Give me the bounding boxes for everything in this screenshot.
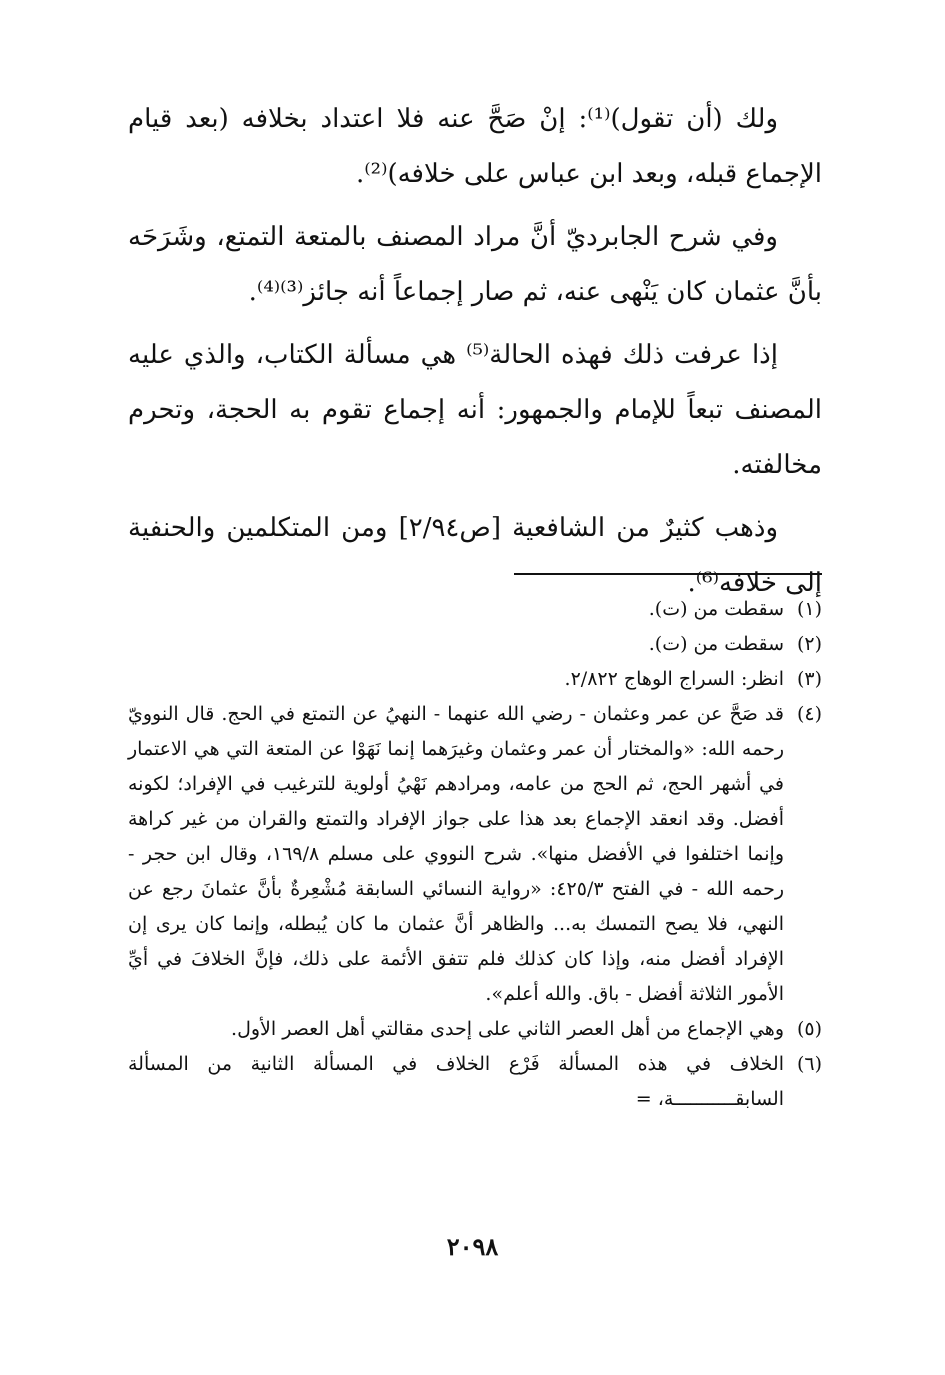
footnote-text: [128, 1012, 784, 1047]
footnote-line: وهي الإجماع من أهل العصر الثاني على إحدى مقالتي أهل العصر الأول.: [231, 1018, 784, 1040]
footnote-number: (٥): [796, 1018, 822, 1040]
footnote-text: [128, 592, 784, 627]
footnote-number: (٣): [796, 668, 822, 690]
footnote-number: (١): [796, 598, 822, 620]
footnote-line: الخلاف في هذه المسألة فَرْع الخلاف في المسألة الثانية من المسألة السابقـــــــــــة، =: [128, 1053, 784, 1110]
main-paragraph-4: وذهب كثيرٌ من الشافعية [ص٢/٩٤] ومن المتكلمين والحنفية إلى خلافه⁽⁶⁾.: [128, 513, 822, 598]
footnote-number: (٤): [796, 703, 822, 725]
footnote-text: [128, 697, 784, 1012]
footnote-line: قد صَحَّ عن عمر وعثمان - رضي الله عنهما - النهيُ عن التمتع في الحج. قال النوويّ رحمه الله: «والمختار أن عمر وعثمان وغيرَهما إنما نَهَوْا عن المتعة التي هي الاعتمار في أشهر الحج، ثم الحج من عامه، ومرادهم نَهْيُ أولوية للترغيب في الإفراد؛ لكونه أفضل. وقد انعقد الإجماع بعد هذا على جواز الإفراد والتمتع والقران من غير كراهة وإنما اختلفوا في الأفضل منها». شرح النووي على مسلم ١٦٩/٨، وقال ابن حجر - رحمه الله - في الفتح ٤٢٥/٣: «رواية النسائي السابقة مُشْعِرةٌ بأنَّ عثمانَ رجع عن النهي، فلا يصح التمسك به... والظاهر أنَّ عثمان ما كان يُبطله، وإنما كان يرى إن الإفراد أفضل منه، وإذا كان كذلك فلم تتفق الأئمة على ذلك، فإنَّ الخلافَ في أيِّ الأمور الثلاثة أفضل - باق. والله أعلم».: [128, 703, 784, 1005]
footnote-3: [128, 662, 822, 697]
footnote-line: سقطت من (ت).: [648, 598, 784, 620]
footnote-5: [128, 1012, 822, 1047]
footnote-2: [128, 627, 822, 662]
footnote-line: انظر: السراج الوهاج ٢/٨٢٢.: [564, 668, 784, 690]
main-paragraph-1: ولك (أن تقول)⁽¹⁾: إنْ صَحَّ عنه فلا اعتداد بخلافه (بعد قيام الإجماع قبله، وبعد ابن عباس على خلافه)⁽²⁾.: [128, 104, 822, 189]
page-number: ٢٠٩٨: [446, 1232, 499, 1261]
main-paragraph-2: وفي شرح الجابرديّ أنَّ مراد المصنف بالمتعة التمتع، وشَرَحَه بأنَّ عثمان كان يَنْهى عنه، ثم صار إجماعاً أنه جائز⁽³⁾⁽⁴⁾.: [128, 222, 822, 307]
footnote-4: [128, 697, 822, 1012]
footnote-number: (٦): [796, 1053, 822, 1075]
footnote-6: [128, 1047, 822, 1117]
footnote-number: (٢): [796, 633, 822, 655]
footnote-line: سقطت من (ت).: [648, 633, 784, 655]
main-paragraph-3: إذا عرفت ذلك فهذه الحالة⁽⁵⁾ هي مسألة الكتاب، والذي عليه المصنف تبعاً للإمام والجمهور: أنه إجماع تقوم به الحجة، وتحرم مخالفته.: [128, 340, 822, 480]
main-text-body: [128, 92, 822, 619]
footnote-1: [128, 592, 822, 627]
footnote-text: [128, 662, 784, 697]
footnotes-section: [128, 592, 822, 1117]
footnote-separator-rule: [514, 573, 822, 575]
footnote-text: [128, 627, 784, 662]
footnote-text: [128, 1047, 784, 1117]
